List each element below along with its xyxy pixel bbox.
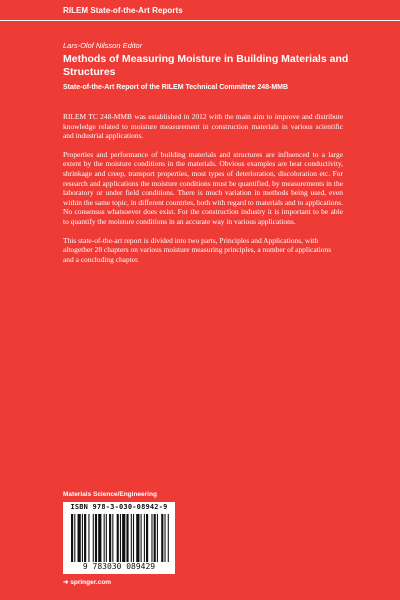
blurb-paragraph-3: This state-of-the-art report is divided into two parts, Principles and Applications, with altogether 28 chapters on various moisture measuring principles, a number of applications and a concluding chapter. bbox=[63, 235, 332, 264]
barcode-bar bbox=[136, 514, 139, 562]
barcode-bar bbox=[161, 514, 163, 562]
barcode-bar bbox=[144, 514, 145, 562]
barcode-bar bbox=[74, 514, 75, 562]
barcode-bar bbox=[71, 514, 73, 562]
barcode-bar bbox=[141, 514, 142, 562]
barcode-box bbox=[63, 502, 175, 574]
barcode-bar bbox=[95, 514, 97, 562]
barcode-bar bbox=[84, 514, 86, 562]
book-subtitle: State-of-the-Art Report of the RILEM Technical Committee 248-MMB bbox=[63, 84, 289, 91]
barcode-bar bbox=[126, 514, 128, 562]
publisher-link[interactable] bbox=[63, 578, 111, 586]
barcode-bar bbox=[112, 514, 113, 562]
blurb bbox=[63, 112, 343, 273]
barcode-bar bbox=[93, 514, 94, 562]
barcode-bar bbox=[120, 514, 121, 562]
header-rule bbox=[0, 20, 400, 21]
barcode-digits: 9 783030 089429 bbox=[82, 562, 156, 571]
barcode-bar bbox=[106, 514, 107, 562]
barcode-bar bbox=[82, 514, 83, 562]
barcode-bar bbox=[131, 514, 132, 562]
arrow-icon: ➜ bbox=[63, 579, 69, 586]
editor-line: Lars-Olof Nilsson Editor bbox=[63, 41, 143, 50]
isbn-text: ISBN 978-3-030-08942-9 bbox=[70, 503, 168, 511]
publisher-url: springer.com bbox=[70, 579, 112, 586]
barcode-icon bbox=[71, 514, 171, 562]
subject-category: Materials Science/Engineering bbox=[63, 491, 157, 498]
barcode-bar bbox=[168, 514, 169, 562]
barcode-bar bbox=[164, 514, 165, 562]
barcode-bar bbox=[104, 514, 105, 562]
barcode-bar bbox=[151, 514, 152, 562]
blurb-paragraph-2: Properties and performance of building materials and structures are influenced to a large extent by the moisture conditions in the materials. Obvious examples are heat conductivity, shrinkage and creep, transport properties, most types of deterioration, discoloration etc. For research and applications the moisture conditions must be quantified, by measurements in the laboratory or under field conditions. There is much variation in methods being used, even within the same topic, in different countries, both with regard to materials and to applications. No consensus whatsoever does exist. For the construction industry it is important to be able to quantify the moisture conditions in an accurate way in various applications. bbox=[63, 149, 343, 226]
barcode-bar bbox=[122, 514, 125, 562]
blurb-paragraph-1: RILEM TC 248-MMB was established in 2012 with the main aim to improve and distribute knowledge related to moisture measurement in construction materials in various scientific and industrial applications. bbox=[63, 112, 343, 141]
barcode-bar bbox=[98, 514, 101, 562]
barcode-bar bbox=[88, 514, 89, 562]
barcode-bar bbox=[109, 514, 111, 562]
barcode-bar bbox=[133, 514, 134, 562]
book-title: Methods of Measuring Moisture in Building Materials and Structures bbox=[63, 53, 349, 78]
barcode-bar bbox=[117, 514, 119, 562]
series-name: RILEM State-of-the-Art Reports bbox=[63, 6, 183, 15]
barcode-bar bbox=[78, 514, 81, 562]
barcode-bar bbox=[157, 514, 158, 562]
barcode-bar bbox=[154, 514, 156, 562]
barcode-bar bbox=[146, 514, 148, 562]
